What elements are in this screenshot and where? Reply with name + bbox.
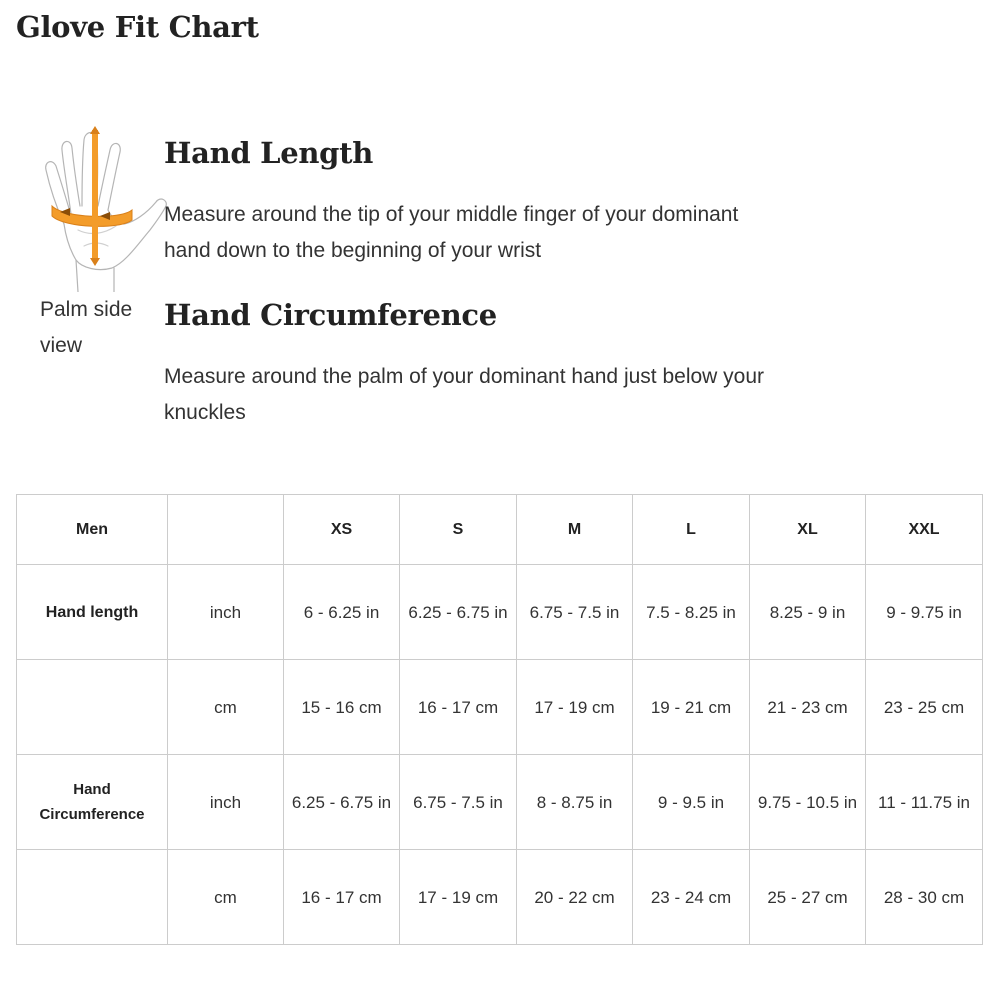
- header-size-m: M: [517, 495, 633, 565]
- hand-length-heading: Hand Length: [164, 136, 374, 170]
- header-size-xxl: XXL: [866, 495, 983, 565]
- row-label: Hand length: [17, 565, 168, 660]
- table-cell: 16 - 17 cm: [284, 850, 400, 945]
- page-title: Glove Fit Chart: [16, 10, 259, 44]
- illustration-caption: Palm side view: [40, 298, 133, 357]
- table-header-row: [17, 495, 983, 565]
- unit-cell: cm: [168, 850, 284, 945]
- table-row: [17, 755, 983, 850]
- table-row: [17, 565, 983, 660]
- row-label: Hand Circumference: [17, 755, 168, 850]
- header-size-xs: XS: [284, 495, 400, 565]
- table-cell: 17 - 19 cm: [517, 660, 633, 755]
- table-cell: 15 - 16 cm: [284, 660, 400, 755]
- table-cell: 11 - 11.75 in: [866, 755, 983, 850]
- header-size-s: S: [400, 495, 517, 565]
- hand-measure-icon: [34, 126, 170, 292]
- row-label: [17, 850, 168, 945]
- size-chart-table: [16, 494, 983, 945]
- hand-circumference-heading: Hand Circumference: [164, 298, 497, 332]
- header-men: Men: [17, 495, 168, 565]
- table-cell: 8 - 8.75 in: [517, 755, 633, 850]
- unit-cell: cm: [168, 660, 284, 755]
- header-unit: [168, 495, 284, 565]
- table-cell: 9.75 - 10.5 in: [750, 755, 866, 850]
- table-cell: 20 - 22 cm: [517, 850, 633, 945]
- table-cell: 6 - 6.25 in: [284, 565, 400, 660]
- header-size-xl: XL: [750, 495, 866, 565]
- table-cell: 9 - 9.75 in: [866, 565, 983, 660]
- row-label: [17, 660, 168, 755]
- unit-cell: inch: [168, 755, 284, 850]
- table-cell: 16 - 17 cm: [400, 660, 517, 755]
- hand-length-text: Measure around the tip of your middle finger of your dominant hand down to the beginning of your wrist: [164, 203, 739, 262]
- table-cell: 17 - 19 cm: [400, 850, 517, 945]
- table-cell: 6.75 - 7.5 in: [400, 755, 517, 850]
- table-cell: 23 - 25 cm: [866, 660, 983, 755]
- table-cell: 6.75 - 7.5 in: [517, 565, 633, 660]
- table-cell: 6.25 - 6.75 in: [400, 565, 517, 660]
- table-cell: 7.5 - 8.25 in: [633, 565, 750, 660]
- table-cell: 8.25 - 9 in: [750, 565, 866, 660]
- table-cell: 25 - 27 cm: [750, 850, 866, 945]
- header-size-l: L: [633, 495, 750, 565]
- table-row: [17, 660, 983, 755]
- table-cell: 28 - 30 cm: [866, 850, 983, 945]
- table-cell: 23 - 24 cm: [633, 850, 750, 945]
- table-cell: 19 - 21 cm: [633, 660, 750, 755]
- hand-circumference-text: Measure around the palm of your dominant hand just below your knuckles: [164, 365, 765, 424]
- table-cell: 6.25 - 6.75 in: [284, 755, 400, 850]
- unit-cell: inch: [168, 565, 284, 660]
- table-cell: 9 - 9.5 in: [633, 755, 750, 850]
- table-row: [17, 850, 983, 945]
- table-cell: 21 - 23 cm: [750, 660, 866, 755]
